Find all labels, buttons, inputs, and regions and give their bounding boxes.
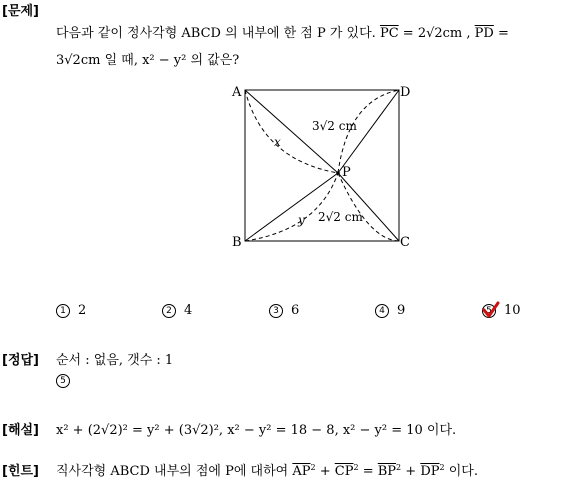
choice-4[interactable] — [375, 303, 405, 318]
pc-value: = 2√2cm , — [402, 26, 471, 41]
choice-2-value: 4 — [184, 303, 193, 318]
hint-suffix: 이다. — [448, 464, 478, 479]
choice-5-number: 5 — [482, 304, 496, 318]
choice-5-marker — [482, 304, 496, 318]
label-c: C — [400, 235, 410, 250]
square-figure — [228, 80, 418, 252]
hint-dp: $\overline{DP}$ — [420, 464, 440, 479]
label-y: y — [298, 213, 305, 227]
hint-tag: [힌트] — [2, 464, 39, 479]
choice-1-number: 1 — [56, 304, 70, 318]
problem-line2: 3√2cm 일 때, x² − y² 의 값은? — [56, 53, 240, 68]
choice-4-value: 9 — [397, 303, 406, 318]
answer-line1: 순서 : 없음, 갯수 : 1 — [56, 353, 174, 368]
solution-text: x² + (2√2)² = y² + (3√2)², x² − y² = 18 − 8, x² − y² = 10 이다. — [56, 423, 457, 438]
label-d: D — [400, 85, 411, 100]
segment-bp — [245, 173, 338, 241]
choice-1[interactable] — [56, 303, 86, 318]
segment-pd: $\overline{PD}$ — [474, 26, 494, 41]
choice-1-value: 2 — [78, 303, 87, 318]
answer-number: 5 — [56, 374, 70, 388]
point-p — [336, 171, 340, 175]
label-pc-length: 2√2 cm — [318, 210, 363, 224]
answer-tag: [정답] — [2, 353, 39, 368]
checkmark-icon — [482, 301, 500, 319]
solution-tag: [해설] — [2, 423, 39, 438]
segment-cp — [338, 173, 399, 241]
choice-2-number: 2 — [162, 304, 176, 318]
answer-line2 — [56, 372, 70, 388]
problem-text-1: 다음과 같이 정사각형 ABCD 의 내부에 한 점 P 가 있다. — [56, 26, 376, 41]
choice-2[interactable] — [162, 303, 192, 318]
choice-3[interactable] — [269, 303, 299, 318]
hint-ap: $\overline{AP}$ — [292, 464, 311, 479]
hint-line: 직사각형 ABCD 내부의 점에 P에 대하여 $\overline{AP}^2 + \overline{CP}^2 = \overline{BP}^2 + \overline{DP}^2$ 이다. — [56, 463, 478, 479]
label-b: B — [232, 235, 242, 250]
problem-tag: [문제] — [2, 4, 39, 19]
choice-5-value: 10 — [504, 303, 521, 318]
label-pd-length: 3√2 cm — [312, 119, 357, 133]
hint-text: 직사각형 ABCD 내부의 점에 P에 대하여 — [56, 464, 289, 479]
hint-bp: $\overline{BP}$ — [377, 464, 397, 479]
segment-pc: $\overline{PC}$ — [379, 26, 399, 41]
choice-3-number: 3 — [269, 304, 283, 318]
choice-3-value: 6 — [291, 303, 300, 318]
label-x: x — [274, 135, 281, 149]
choice-4-number: 4 — [375, 304, 389, 318]
label-p: P — [342, 165, 351, 180]
pd-value-eq: = — [497, 26, 509, 41]
hint-cp: $\overline{CP}$ — [334, 464, 354, 479]
choice-5[interactable] — [482, 303, 521, 318]
label-a: A — [232, 85, 242, 100]
problem-line1 — [56, 22, 509, 41]
